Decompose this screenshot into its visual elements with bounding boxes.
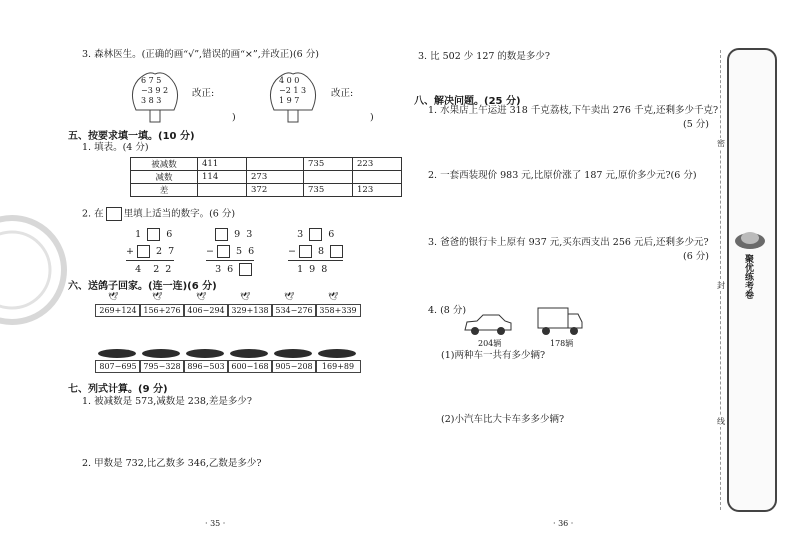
paren-1: )	[232, 112, 236, 123]
tree2-calc: 4 0 0 −2 1 3 1 9 7	[279, 76, 307, 105]
nest-card[interactable]: 795−328	[139, 360, 185, 373]
car-icon	[463, 312, 513, 336]
seal-mark-3: 线	[717, 417, 725, 426]
pigeon-card[interactable]: 156+276	[139, 304, 185, 317]
problem-2: 2. 一套西装现价 983 元,比原价涨了 187 元,原价多少元?(6 分)	[428, 170, 697, 181]
problem-1: 1. 水果店上午运进 318 千克荔枝,下午卖出 276 千克,还剩多少千克?	[428, 105, 719, 116]
pigeon-card[interactable]: 406−294	[183, 304, 229, 317]
logo-icon	[733, 228, 767, 250]
sec6-title: 六、送鸽子回家。(连一连)(6 分)	[68, 281, 217, 292]
nest-icon	[186, 349, 224, 358]
paren-2: )	[370, 112, 374, 123]
nest-card[interactable]: 169+89	[315, 360, 361, 373]
nest-card[interactable]: 905−208	[271, 360, 317, 373]
stamp-watermark-icon	[0, 210, 70, 330]
pigeon-card[interactable]: 358+339	[315, 304, 361, 317]
pigeon-icon: 🕊	[108, 292, 119, 301]
pigeon-icon: 🕊	[240, 292, 251, 301]
sec8-title: 八、解决问题。(25 分)	[414, 96, 521, 107]
seal-mark-2: 封	[717, 281, 725, 290]
sec5-title: 五、按要求填一填。(10 分)	[68, 131, 195, 142]
nest-card[interactable]: 896−503	[183, 360, 229, 373]
fix-label-2: 改正:	[331, 88, 354, 99]
problem-1-score: (5 分)	[683, 119, 709, 130]
vertical-calc-2: 9 3 − 5 6 3 6	[206, 226, 254, 278]
problem-4-part2: (2)小汽车比大卡车多多少辆?	[441, 414, 565, 425]
pigeon-icon: 🕊	[328, 292, 339, 301]
nest-icon	[230, 349, 268, 358]
problem-4: 4. (8 分)	[428, 305, 467, 316]
sec5-q1: 1. 填表。(4 分)	[82, 142, 149, 153]
nest-icon	[98, 349, 136, 358]
car-count: 204辆	[478, 339, 502, 348]
pigeon-card[interactable]: 329+138	[227, 304, 273, 317]
pigeon-card[interactable]: 534−276	[271, 304, 317, 317]
nest-icon	[274, 349, 312, 358]
sec7-q2: 2. 甲数是 732,比乙数多 346,乙数是多少?	[82, 458, 262, 469]
right-q3: 3. 比 502 少 127 的数是多少?	[418, 51, 551, 62]
page-number-right: · 36 ·	[553, 519, 574, 528]
page-number-left: · 35 ·	[205, 519, 226, 528]
problem-3-score: (6 分)	[683, 251, 709, 262]
pigeon-icon: 🕊	[284, 292, 295, 301]
truck-icon	[536, 300, 584, 338]
sidebar-label: 聚优练考卷	[743, 254, 753, 299]
vertical-calc-3: 3 6 − 8 1 9 8	[288, 226, 343, 278]
sec7-title: 七、列式计算。(9 分)	[68, 384, 168, 395]
sec5-q2: 2. 在 里填上适当的数字。(6 分)	[82, 208, 236, 220]
seal-mark-1: 密	[717, 139, 725, 148]
truck-count: 178辆	[550, 339, 574, 348]
fill-table: 被减数 411 735 223 减数 114 273 差 372 735 123	[130, 157, 402, 197]
vertical-calc-1: 1 6 + 2 7 4 2 2	[126, 226, 174, 278]
nest-icon	[318, 349, 356, 358]
pigeon-icon: 🕊	[152, 292, 163, 301]
problem-3: 3. 爸爸的银行卡上原有 937 元,买东西支出 256 元后,还剩多少元?	[428, 237, 709, 248]
fix-label-1: 改正:	[192, 88, 215, 99]
nest-icon	[142, 349, 180, 358]
sec7-q1: 1. 被减数是 573,减数是 238,差是多少?	[82, 396, 253, 407]
pigeon-card[interactable]: 269+124	[95, 304, 141, 317]
q3-title: 3. 森林医生。(正确的画“√”,错误的画“×”,并改正)(6 分)	[82, 49, 319, 60]
tree1-calc: 6 7 5 −3 9 2 3 8 3	[141, 76, 169, 105]
pigeon-icon: 🕊	[196, 292, 207, 301]
nest-card[interactable]: 600−168	[227, 360, 273, 373]
problem-4-part1: (1)两种车一共有多少辆?	[441, 350, 546, 361]
nest-card[interactable]: 807−695	[95, 360, 141, 373]
